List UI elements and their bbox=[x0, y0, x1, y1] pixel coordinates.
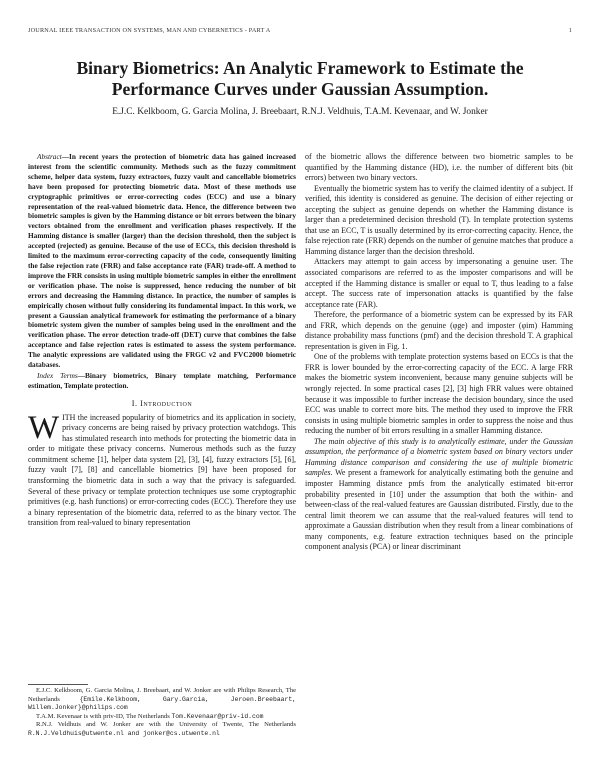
left-column bbox=[28, 152, 296, 529]
author-list: E.J.C. Kelkboom, G. Garcia Molina, J. Breebaart, R.N.J. Veldhuis, T.A.M. Kevenaar, and W. Jonker bbox=[112, 107, 488, 117]
objective-italic: The main objective of this study is to analytically estimate, under the Gaussian assumption, the performance of a biometric system based on binary vectors under Hamming distance comparison and considering the use of multiple biometric samples. bbox=[305, 436, 573, 478]
paragraph-attackers: Attackers may attempt to gain access by impersonating a genuine user. The associated comparisons are referred to as the imposter comparisons and will be accepted if the Hamming distance is smaller or equal to T, thus leading to a false accept. The success rate of impersonation attacks is quantified by the false acceptance rate (FAR). bbox=[305, 257, 573, 309]
footnote-philips-emails: {Emile.Kelkboom, Gary.Garcia, Jeroen.Breebaart, Willem.Jonker}@philips.com bbox=[28, 695, 296, 712]
author-footnotes bbox=[28, 687, 296, 739]
page-number: 1 bbox=[568, 27, 572, 34]
paper-title: Binary Biometrics: An Analytic Framework to Estimate the Performance Curves under Gaussian Assumption. bbox=[76, 58, 524, 99]
index-terms-text: —Binary biometrics, Binary template matching, Performance estimation, Template protection. bbox=[28, 370, 296, 390]
footnote-twente bbox=[28, 721, 296, 738]
footnote-philips bbox=[28, 687, 296, 713]
footnote-philips-text: E.J.C. Kelkboom, G. Garcia Molina, J. Breebaart, and W. Jonker are with Philips Research, The Netherlands bbox=[28, 687, 296, 703]
objective-text: We present a framework for analytically estimating both the genuine and imposter Hamming distance pmfs from the analytically estimated bit-error probability presented in [10] under the assumption that both the within- and between-class of the real-valued features are Gaussian distributed. Firstly, due to the central limit theorem we can assume that the real-valued features will tend to approximate a Gaussian distribution when they result from a linear combinations of many components, e.g. feature extraction techniques based on the principle component analysis (PCA) or linear discriminant bbox=[305, 468, 573, 552]
index-terms bbox=[28, 371, 296, 391]
footnote-privid-text: T.A.M. Kevenaar is with priv-ID, The Netherlands bbox=[36, 712, 170, 720]
drop-cap: W bbox=[28, 409, 60, 446]
footnote-twente-emails: R.N.J.Veldhuis@utwente.nl and jonker@cs.utwente.nl bbox=[28, 729, 220, 737]
paragraph-ecc-problems: One of the problems with template protection systems based on ECCs is that the FRR is lower bounded by the error-correcting capacity of the ECC. A large FRR makes the biometric system inconvenient, because many genuine subjects will be wrongly rejected. In some practical cases [2], [3] high FRR values were obtained because it was impossible to further increase the decision boundary, since the used ECC was unable to correct more bits. The method they used to improve the FRR consists in using multiple biometric samples in order to suppress the noise and thus reducing the number of bit errors resulting in a smaller Hamming distance. bbox=[305, 352, 573, 436]
abstract bbox=[28, 152, 296, 370]
footnote-privid bbox=[28, 713, 296, 722]
abstract-text: —In recent years the protection of biometric data has gained increased interest from the scientific community. Methods such as the fuzzy commitment scheme, helper data system, fuzzy extractors, fuzzy vault and cancellable biometrics have been proposed for protecting biometric data. Most of these methods use cryptographic primitives or error-correcting codes (ECC) and use a binary representation of the real-valued biometric data. Hence, the difference between two biometric samples is given by the Hamming distance or bit errors between the binary vectors obtained from the enrollment and verification phases respectively. If the Hamming distance is smaller (larger) than the decision threshold, then the subject is accepted (rejected) as genuine. Because of the use of ECCs, this decision threshold is limited to the maximum error-correcting capacity of the code, consequently limiting the false rejection rate (FRR) and false acceptance rate (FAR) trade-off. A method to improve the FRR consists in using multiple biometric samples in either the enrollment or verification phase. The noise is suppressed, hence reducing the number of bit errors and decreasing the Hamming distance. In practice, the number of samples is empirically chosen without fully considering its fundamental impact. In this work, we present a Gaussian analytical framework for estimating the performance of a binary biometric system given the number of samples being used in the enrollment and the verification phase. The error detection trade-off (DET) curve that combines the false acceptance and false rejection rates is estimated to assess the system performance. The analytic expressions are validated using the FRGC v2 and FVC2000 biometric databases. bbox=[28, 152, 296, 370]
intro-text: ITH the increased popularity of biometrics and its application in society, privacy concerns are being raised by privacy protection watchdogs. This has stimulated research into methods for protecting the biometric data in order to mitigate these privacy concerns. Numerous methods such as the fuzzy commitment scheme [1], helper data system [2], [3], [4], fuzzy extractors [5], [6], fuzzy vault [7], [8] and cancellable biometrics [9] have been proposed for transforming the biometric data in such a way that the privacy is safeguarded. Several of these privacy or template protection techniques use some cryptographic primitives (e.g. hash functions) or error-correcting codes (ECC). Therefore they use a binary representation of the biometric data, referred to as the binary vector. The transition from real-valued to binary representation bbox=[28, 412, 296, 528]
intro-paragraph bbox=[28, 409, 296, 529]
footnote-twente-text: R.N.J. Veldhuis and W. Jonker are with the University of Twente, The Netherlands bbox=[36, 721, 296, 729]
paragraph-performance: Therefore, the performance of a biometric system can be expressed by its FAR and FRR, which depends on the genuine (φge) and imposter (φim) Hamming distance probability mass functions (pmf) and the decision threshold T. A graphical representation is given in Fig. 1. bbox=[305, 310, 573, 351]
paragraph-objective bbox=[305, 437, 573, 553]
footnote-privid-email: Tom.Kevenaar@priv-id.com bbox=[171, 712, 264, 720]
paragraph-verification: Eventually the biometric system has to verify the claimed identity of a subject. If verified, this identity is considered as genuine. The decision of either rejecting or accepting the subject as genuine depends on whether the Hamming distance is larger than a predetermined decision threshold (T). In template protection systems that use an ECC, T is usually determined by its error-correcting capacity. Hence, the false rejection rate (FRR) depends on the number of genuine matches that produce a Hamming distance larger than the decision threshold. bbox=[305, 183, 573, 256]
abstract-label: Abstract bbox=[37, 152, 62, 161]
paragraph-hd: of the biometric allows the difference between two biometric samples to be quantified by the Hamming distance (HD), i.e. the number of different bits (bit errors) between two binary vectors. bbox=[305, 152, 573, 183]
right-column bbox=[305, 152, 573, 553]
section-heading-introduction: I. Introduction bbox=[131, 398, 193, 408]
footnote-divider bbox=[28, 684, 88, 685]
index-terms-label: Index Terms bbox=[37, 370, 78, 380]
journal-name: JOURNAL IEEE TRANSACTION ON SYSTEMS, MAN AND CYBERNETICS - PART A bbox=[28, 27, 271, 34]
running-header bbox=[28, 27, 572, 34]
